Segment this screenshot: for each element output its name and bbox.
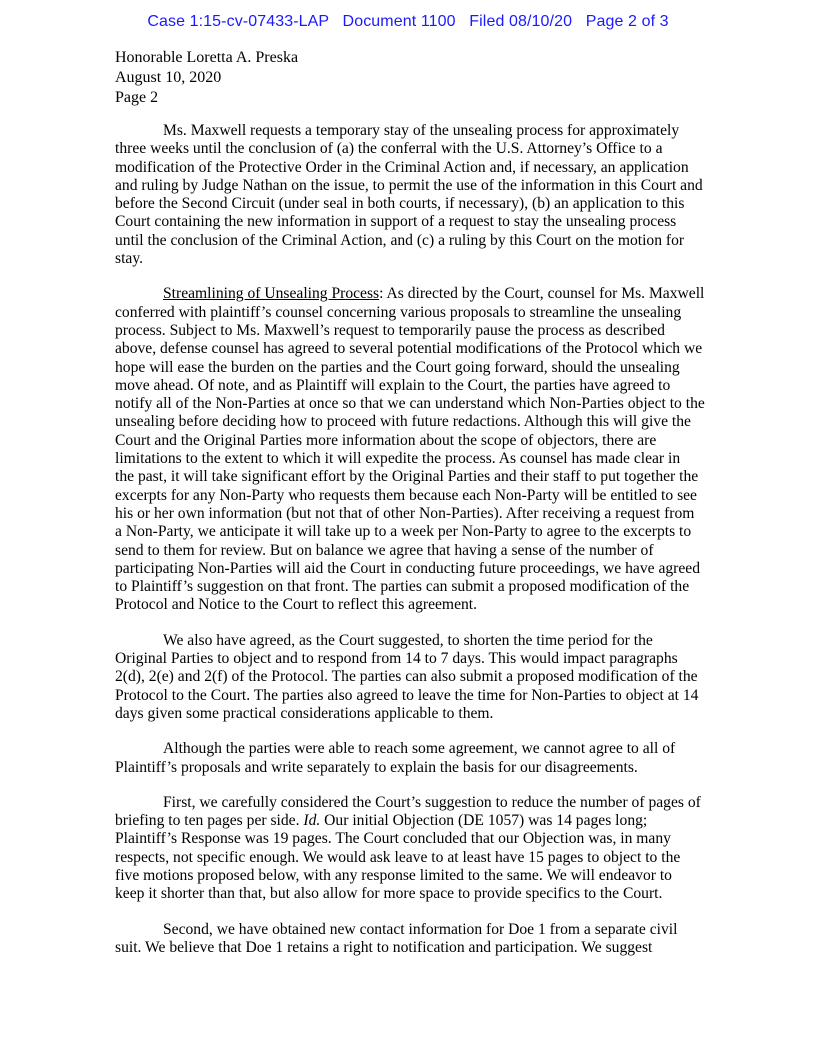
- text-line: and ruling by Judge Nathan on the issue, to permit the use of the information in this Court and: [115, 176, 703, 194]
- text-line: unsealing before deciding how to proceed with future redactions. Although this will give the: [115, 413, 691, 431]
- page-indicator: Page 2 of 3: [585, 13, 669, 30]
- text-line: his or her own information (but not that of other Non-Parties). After receiving a request from: [115, 504, 695, 522]
- text-line: Original Parties to object and to respond from 14 to 7 days. This would impact paragraphs: [115, 650, 678, 668]
- text-line: 2(d), 2(e) and 2(f) of the Protocol. The parties can also submit a proposed modification of the: [115, 668, 698, 686]
- text-line: above, defense counsel has agreed to several potential modifications of the Protocol which we: [115, 340, 703, 358]
- text-line: process. Subject to Ms. Maxwell’s request to temporarily pause the process as described: [115, 321, 665, 339]
- text-line: notify all of the Non-Parties at once so that we can understand which Non-Parties object to the: [115, 395, 705, 413]
- text-line: three weeks until the conclusion of (a) the conferral with the U.S. Attorney’s Office to a: [115, 140, 663, 158]
- paragraph-shorten-time: [115, 632, 727, 723]
- text-line: Second, we have obtained new contact information for Doe 1 from a separate civil: [163, 920, 678, 938]
- text-line: until the conclusion of the Criminal Action, and (c) a ruling by this Court on the motion for: [115, 231, 685, 249]
- text-line: Protocol to the Court. The parties also agreed to leave the time for Non-Parties to object at 14: [115, 686, 699, 704]
- filed-date: Filed 08/10/20: [469, 13, 573, 30]
- page-label: Page 2: [115, 89, 159, 106]
- text-line: the past, it will take significant effort by the Original Parties and their staff to put together the: [115, 468, 699, 486]
- paragraph-second-doe1: [115, 921, 727, 958]
- text-line: limitations to the extent to which it will expedite the process. As counsel has made clear in: [115, 450, 681, 468]
- text-line: a Non-Party, we anticipate it will take up to a week per Non-Party to agree to the excerpts to: [115, 523, 692, 541]
- text-line: Plaintiff’s proposals and write separately to explain the basis for our disagreements.: [115, 758, 638, 776]
- letter-body: [115, 122, 727, 974]
- recipient: Honorable Loretta A. Preska: [115, 49, 299, 66]
- text-line: modification of the Protective Order in the Criminal Action and, if necessary, an application: [115, 158, 689, 176]
- letter-date: August 10, 2020: [115, 69, 222, 86]
- text-line: excerpts for any Non-Party who requests them because each Non-Party will be entitled to see: [115, 486, 697, 504]
- text-line: hope will ease the burden on the parties and the Court going forward, should the unsealing: [115, 358, 680, 376]
- text-line: keep it shorter than that, but also allow for more space to provide specifics to the Court.: [115, 885, 663, 903]
- text-line: Protocol and Notice to the Court to reflect this agreement.: [115, 596, 478, 614]
- text-line: stay.: [115, 250, 144, 268]
- paragraph-disagreements: [115, 740, 727, 777]
- case-number: Case 1:15-cv-07433-LAP: [147, 13, 329, 30]
- text-line: Court containing the new information in support of a request to stay the unsealing process: [115, 213, 677, 231]
- case-header: [0, 13, 816, 31]
- text-line: Although the parties were able to reach some agreement, we cannot agree to all of: [163, 740, 676, 758]
- text-line: respects, not specific enough. We would ask leave to at least have 15 pages to object to the: [115, 848, 681, 866]
- text-line: move ahead. Of note, and as Plaintiff will explain to the Court, the parties have agreed to: [115, 376, 671, 394]
- paragraph-streamlining: Streamlining of Unsealing Process: As directed by the Court, counsel for Ms. Maxwell conferred with plaintiff’s counsel concerning various proposals to streamline the unsealing process. Subject to Ms. Maxwell’s request to temporarily pause the process as described above, defense counsel has agreed to several potential modifications of the Protocol which we hope will ease the burden on the parties and the Court going forward, should the unsealing move ahead. Of note, and as Plaintiff will explain to the Court, the parties have agreed to notify all of the Non-Parties at once so that we can understand which Non-Parties object to the unsealing before deciding how to proceed with future redactions. Although this will give the Court and the Original Parties more information about the scope of objectors, there are limitations to the extent to which it will expedite the process. As counsel has made clear in the past, it will take significant effort by the Original Parties and their staff to put together the excerpts for any Non-Party who requests them because each Non-Party will be entitled to see his or her own information (but not that of other Non-Parties). After receiving a request from a Non-Party, we anticipate it will take up to a week per Non-Party to agree to the excerpts to send to them for review. But on balance we agree that having a sense of the number of participating Non-Parties will aid the Court in conducting future proceedings, we have agreed to Plaintiff’s suggestion on that front. The parties can submit a proposed modification of the Protocol and Notice to the Court to reflect this agreement.: [115, 285, 727, 614]
- text-line: send to them for review. But on balance we agree that having a sense of the number of: [115, 541, 654, 559]
- paragraph-first-page-limit: First, we carefully considered the Court’s suggestion to reduce the number of pages of briefing to ten pages per side. Id. Our initial Objection (DE 1057) was 14 pages long; Plaintiff’s Response was 19 pages. The Court concluded that our Objection was, in many respects, not specific enough. We would ask leave to at least have 15 pages to object to the five motions proposed below, with any response limited to the same. We will endeavor to keep it shorter than that, but also allow for more space to provide specifics to the Court.: [115, 794, 727, 904]
- document-number: Document 1100: [342, 13, 456, 30]
- text-line: before the Second Circuit (under seal in both courts, if necessary), (b) an application to this: [115, 195, 685, 213]
- id-citation: Id.: [303, 812, 321, 830]
- text-line: Ms. Maxwell requests a temporary stay of the unsealing process for approximately: [163, 122, 680, 139]
- letter-address-block: [115, 48, 298, 108]
- text-line: participating Non-Parties will aid the Court in conducting future proceedings, we have agreed: [115, 559, 701, 577]
- section-heading: Streamlining of Unsealing Process: [163, 285, 380, 303]
- text-line: to Plaintiff’s suggestion on that front. The parties can submit a proposed modification of the: [115, 578, 690, 596]
- text-line: conferred with plaintiff’s counsel concerning various proposals to streamline the unsealing: [115, 303, 682, 321]
- text-line: We also have agreed, as the Court suggested, to shorten the time period for the: [163, 631, 653, 649]
- text-line: days given some practical considerations applicable to them.: [115, 704, 494, 722]
- text-line: suit. We believe that Doe 1 retains a right to notification and participation. We suggest: [115, 938, 653, 956]
- text-line: Court and the Original Parties more information about the scope of objectors, there are: [115, 431, 657, 449]
- paragraph-stay-request: [115, 122, 727, 268]
- text-line: five motions proposed below, with any response limited to the same. We will endeavor to: [115, 866, 672, 884]
- text-line: Plaintiff’s Response was 19 pages. The Court concluded that our Objection was, in many: [115, 830, 671, 848]
